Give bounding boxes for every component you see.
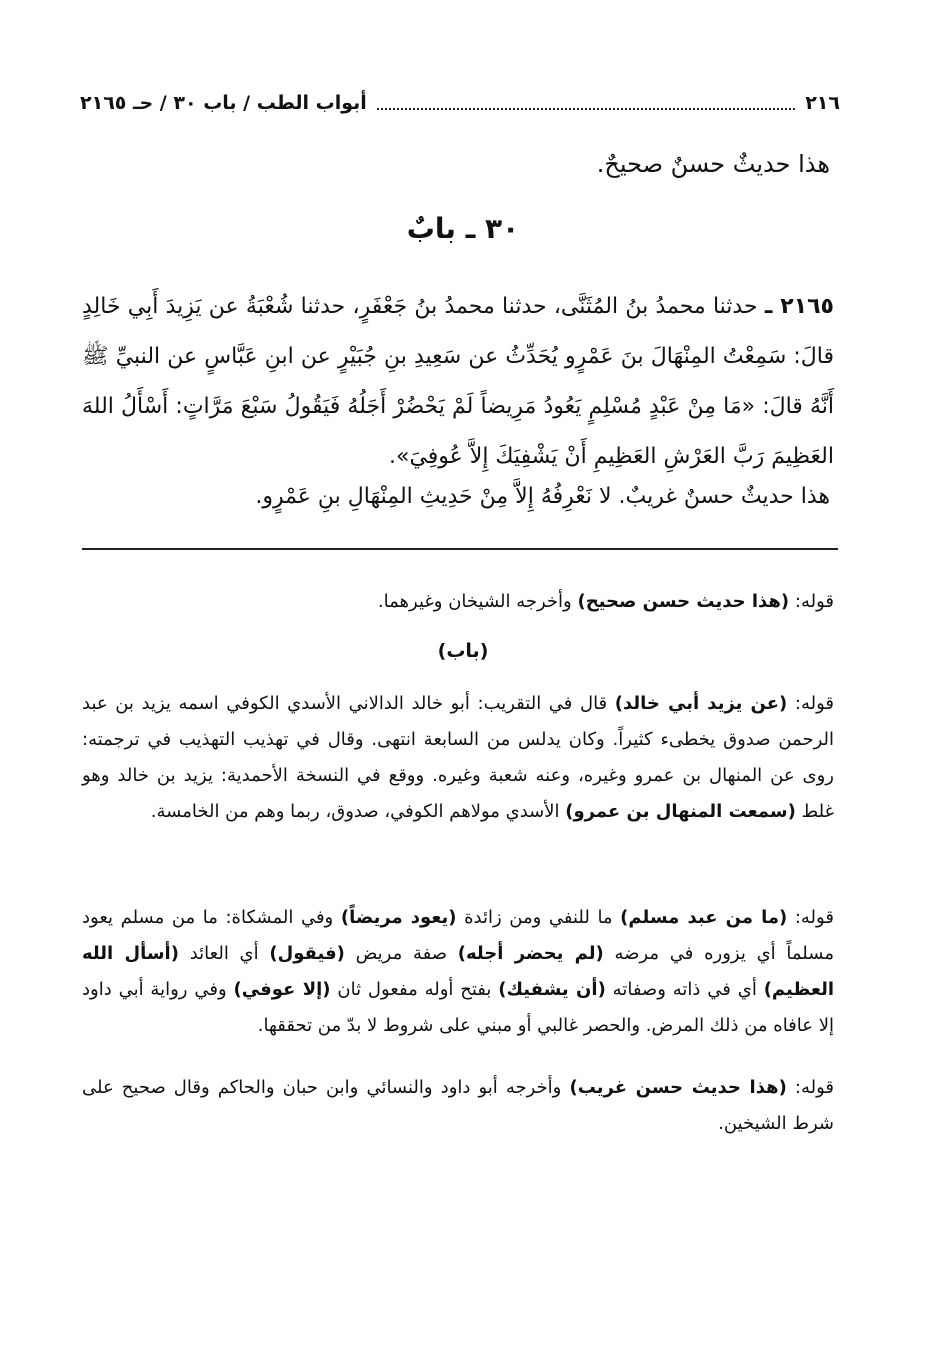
commentary-quote: (فيقول) — [269, 943, 345, 964]
commentary-text: وأخرجه الشيخان وغيرهما. — [377, 591, 572, 612]
commentary-lead: قوله: — [794, 591, 834, 612]
commentary-quote: (سمعت المنهال بن عمرو) — [565, 801, 796, 822]
chapter-heading: ٣٠ ـ بابٌ — [406, 212, 520, 245]
commentary-text: بفتح أوله مفعول ثان — [337, 979, 492, 1000]
commentary-text: أي في ذاته وصفاته — [612, 979, 757, 1000]
hadith-text: حدثنا محمدُ بنُ المُثَنَّى، حدثنا محمدُ بنُ جَعْفَرٍ، حدثنا شُعْبَةُ عن يَزِيدَ أَبِي خَالِدٍ قالَ: سَمِعْتُ المِنْهَالَ بنَ عَمْرٍو يُحَدِّثُ عن سَعِيدِ بنِ جُبَيْرٍ عن ابنِ عَبَّاسٍ عن النبيِّ ﷺ أَنَّهُ قالَ: «مَا مِنْ عَبْدٍ مُسْلِمٍ يَعُودُ مَرِيضاً لَمْ يَحْضُرْ أَجَلُهُ فَيَقُولُ سَبْعَ مَرَّاتٍ: أَسْأَلُ اللهَ العَظِيمَ رَبَّ العَرْشِ العَظِيمِ أَنْ يَشْفِيَكَ إِلاَّ عُوفِيَ». — [82, 294, 834, 469]
commentary-text: صفة مريض — [355, 943, 448, 964]
leader-dots — [377, 108, 795, 110]
commentary-quote: (ما من عبد مسلم) — [620, 907, 788, 928]
commentary-quote: (هذا حديث حسن غريب) — [569, 1077, 787, 1098]
hadith-grade: هذا حديثٌ حسنٌ غريبٌ. لا نَعْرِفُهُ إِلاَّ مِنْ حَدِيثِ المِنْهَالِ بنِ عَمْرٍو. — [255, 484, 830, 509]
commentary-text: وأخرجه أبو داود والنسائي وابن حبان والحاكم وقال صحيح على شرط الشيخين. — [82, 1077, 834, 1134]
hadith-number: ٢١٦٥ ـ — [764, 294, 834, 319]
commentary-quote: (أسأل الله العظيم) — [82, 943, 834, 1000]
commentary-lead: قوله: — [794, 693, 834, 714]
commentary-quote: (لم يحضر أجله) — [457, 943, 604, 964]
commentary-text: وفي المشكاة: ما من مسلم يعود مسلماً أي يزوره في مرضه — [82, 907, 834, 964]
commentary-quote: (هذا حديث حسن صحيح) — [577, 591, 790, 612]
commentary-text: وفي رواية أبي داود إلا عافاه من ذلك المرض. والحصر غالبي أو مبني على شروط لا بدّ من تحققها. — [82, 979, 834, 1036]
commentary-quote: (يعود مريضاً) — [340, 907, 457, 928]
commentary-quote: (عن يزيد أبي خالد) — [614, 693, 788, 714]
commentary-lead: قوله: — [794, 1077, 834, 1098]
commentary-quote: (أن يشفيك) — [498, 979, 606, 1000]
page-number: ٢١٦ — [805, 92, 840, 114]
chapter-reference: أبواب الطب / باب ٣٠ / حـ ٢١٦٥ — [80, 92, 367, 114]
running-header — [80, 88, 840, 118]
commentary-quote: (إلا عوفي) — [233, 979, 331, 1000]
commentary-text: قال في التقريب: أبو خالد الدالاني الأسدي الكوفي اسمه يزيد بن عبد الرحمن صدوق يخطىء كثيراً. وكان يدلس من السابعة انتهى. وقال في تهذيب التهذيب في ترجمته: روى عن المنهال بن عمرو وغيره، وعنه شعبة وغيره. ووقع في النسخة الأحمدية: يزيد بن خالد وهو غلط — [82, 693, 834, 822]
commentary-section-heading: (باب) — [437, 640, 489, 662]
previous-hadith-grade: هذا حديثٌ حسنٌ صحيحٌ. — [596, 150, 830, 178]
commentary-text: أي العائد — [189, 943, 259, 964]
commentary-1 — [82, 584, 834, 620]
commentary-4 — [82, 1070, 834, 1142]
footnote-divider — [82, 548, 838, 550]
commentary-text: الأسدي مولاهم الكوفي، صدوق، ربما وهم من الخامسة. — [150, 801, 560, 822]
hadith-paragraph — [82, 282, 834, 482]
commentary-text: ما للنفي ومن زائدة — [464, 907, 613, 928]
commentary-2 — [82, 686, 834, 830]
commentary-lead: قوله: — [794, 907, 834, 928]
commentary-3 — [82, 900, 834, 1044]
